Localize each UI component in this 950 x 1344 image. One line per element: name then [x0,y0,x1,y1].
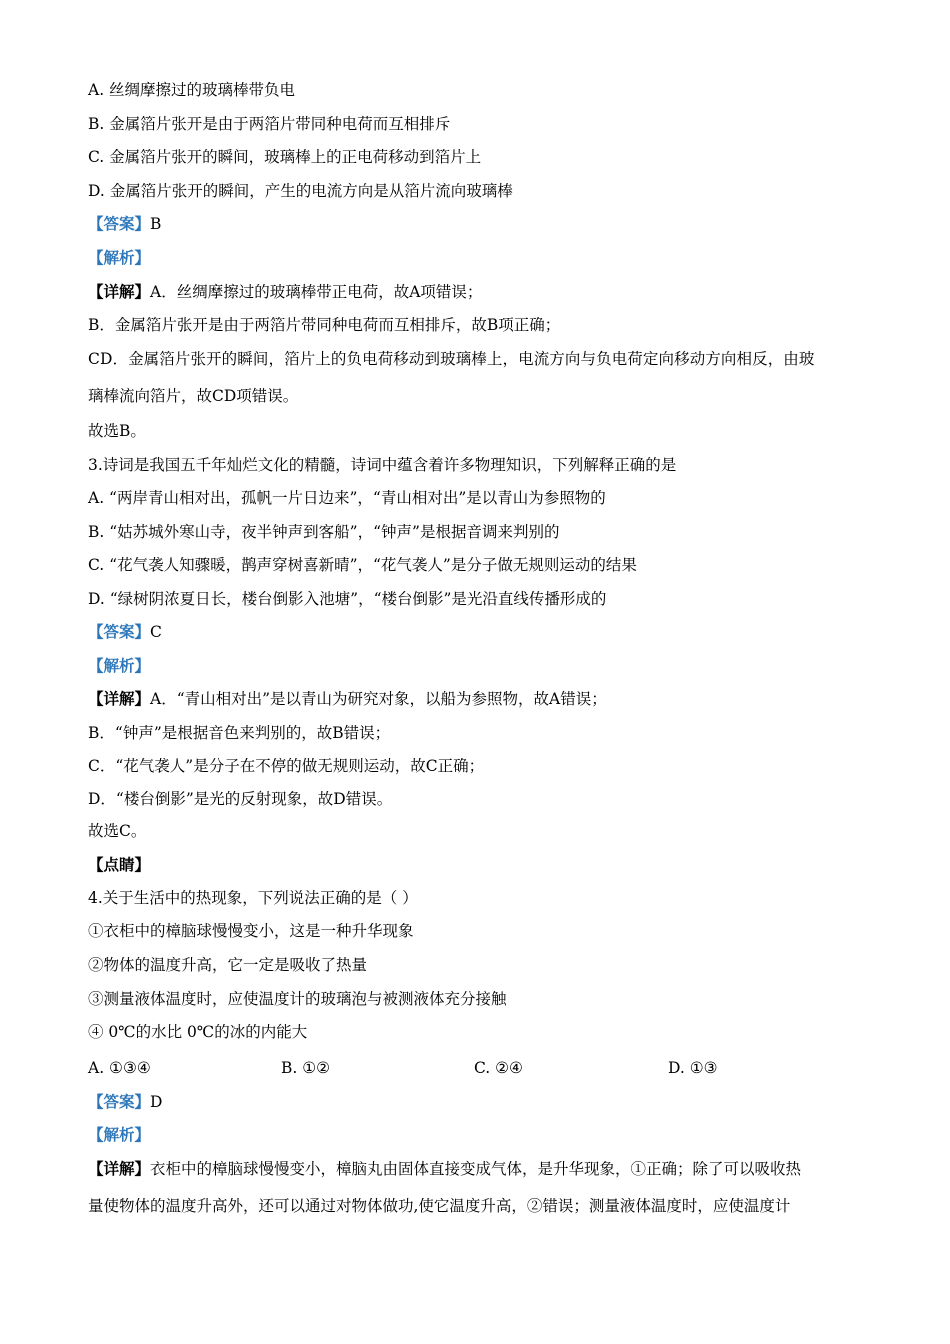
q4-analysis [88,1125,150,1145]
q4-statement-2: ②物体的温度升高，它一定是吸收了热量 [88,956,368,974]
q4-statement-3: ③测量液体温度时，应使温度计的玻璃泡与被测液体充分接触 [88,990,507,1008]
q4-option-b: B. ①② [281,1059,331,1077]
q3-answer [88,622,162,642]
q4-stem: 4.关于生活中的热现象，下列说法正确的是（ ） [88,889,418,907]
q2-option-b: B. 金属箔片张开是由于两箔片带同种电荷而互相排斥 [88,115,451,133]
answer-tag: 【答案】 [88,214,151,233]
q3-point [88,855,150,875]
answer-tag: 【答案】 [88,1092,151,1111]
q2-detail-line-4: 璃棒流向箔片，故CD项错误。 [88,387,299,405]
q4-option-c: C. ②④ [474,1059,523,1077]
q2-option-c: C. 金属箔片张开的瞬间，玻璃棒上的正电荷移动到箔片上 [88,148,482,166]
q3-detail-line-1 [88,689,607,709]
q3-detail-line-4: D．“楼台倒影”是光的反射现象，故D错误。 [88,790,393,808]
answer-value: D [150,1093,163,1111]
q4-detail-line-1 [88,1159,801,1179]
detail-tag: 【详解】 [88,282,151,301]
answer-value: C [150,623,162,641]
q4-option-d: D. ①③ [668,1059,718,1077]
q4-statement-4: ④ 0℃的水比 0℃的冰的内能大 [88,1023,308,1041]
detail-tag: 【详解】 [88,689,151,708]
q3-analysis [88,656,150,676]
q3-option-b: B. “姑苏城外寒山寺，夜半钟声到客船”，“钟声”是根据音调来判别的 [88,523,560,541]
detail-text: A．丝绸摩擦过的玻璃棒带正电荷，故A项错误； [150,283,483,301]
q2-option-a: A. 丝绸摩擦过的玻璃棒带负电 [88,81,296,99]
analysis-tag: 【解析】 [88,248,151,267]
q3-option-d: D. “绿树阴浓夏日长，楼台倒影入池塘”，“楼台倒影”是光沿直线传播形成的 [88,590,607,608]
q4-option-a: A. ①③④ [88,1059,151,1077]
q4-answer [88,1092,162,1112]
q2-detail-line-3: CD．金属箔片张开的瞬间，箔片上的负电荷移动到玻璃棒上，电流方向与负电荷定向移动方向相反，由玻 [88,350,815,368]
analysis-tag: 【解析】 [88,1125,151,1144]
q3-option-c: C. “花气袭人知骤暖，鹊声穿树喜新晴”，“花气袭人”是分子做无规则运动的结果 [88,556,637,574]
detail-text: A．“青山相对出”是以青山为研究对象，以船为参照物，故A错误； [150,690,607,708]
detail-text: 衣柜中的樟脑球慢慢变小，樟脑丸由固体直接变成气体，是升华现象，①正确；除了可以吸收热 [150,1160,802,1178]
point-tag: 【点睛】 [88,855,151,874]
q3-option-a: A. “两岸青山相对出，孤帆一片日边来”，“青山相对出”是以青山为参照物的 [88,489,606,507]
q4-detail-line-2: 量使物体的温度升高外，还可以通过对物体做功,使它温度升高，②错误；测量液体温度时，应使温度计 [88,1197,791,1215]
answer-tag: 【答案】 [88,622,151,641]
detail-tag: 【详解】 [88,1159,151,1178]
q3-conclusion: 故选C。 [88,822,147,840]
answer-value: B [150,215,162,233]
analysis-tag: 【解析】 [88,656,151,675]
q2-analysis [88,248,150,268]
q2-conclusion: 故选B。 [88,422,146,440]
q2-detail-line-2: B．金属箔片张开是由于两箔片带同种电荷而互相排斥，故B项正确； [88,316,561,334]
q3-detail-line-2: B．“钟声”是根据音色来判别的，故B错误； [88,724,391,742]
q3-stem: 3.诗词是我国五千年灿烂文化的精髓，诗词中蕴含着许多物理知识，下列解释正确的是 [88,456,677,474]
q4-statement-1: ①衣柜中的樟脑球慢慢变小，这是一种升华现象 [88,922,414,940]
q2-detail-line-1 [88,282,482,302]
q2-answer [88,214,161,234]
q2-option-d: D. 金属箔片张开的瞬间，产生的电流方向是从箔片流向玻璃棒 [88,182,513,200]
q3-detail-line-3: C．“花气袭人”是分子在不停的做无规则运动，故C正确； [88,757,485,775]
